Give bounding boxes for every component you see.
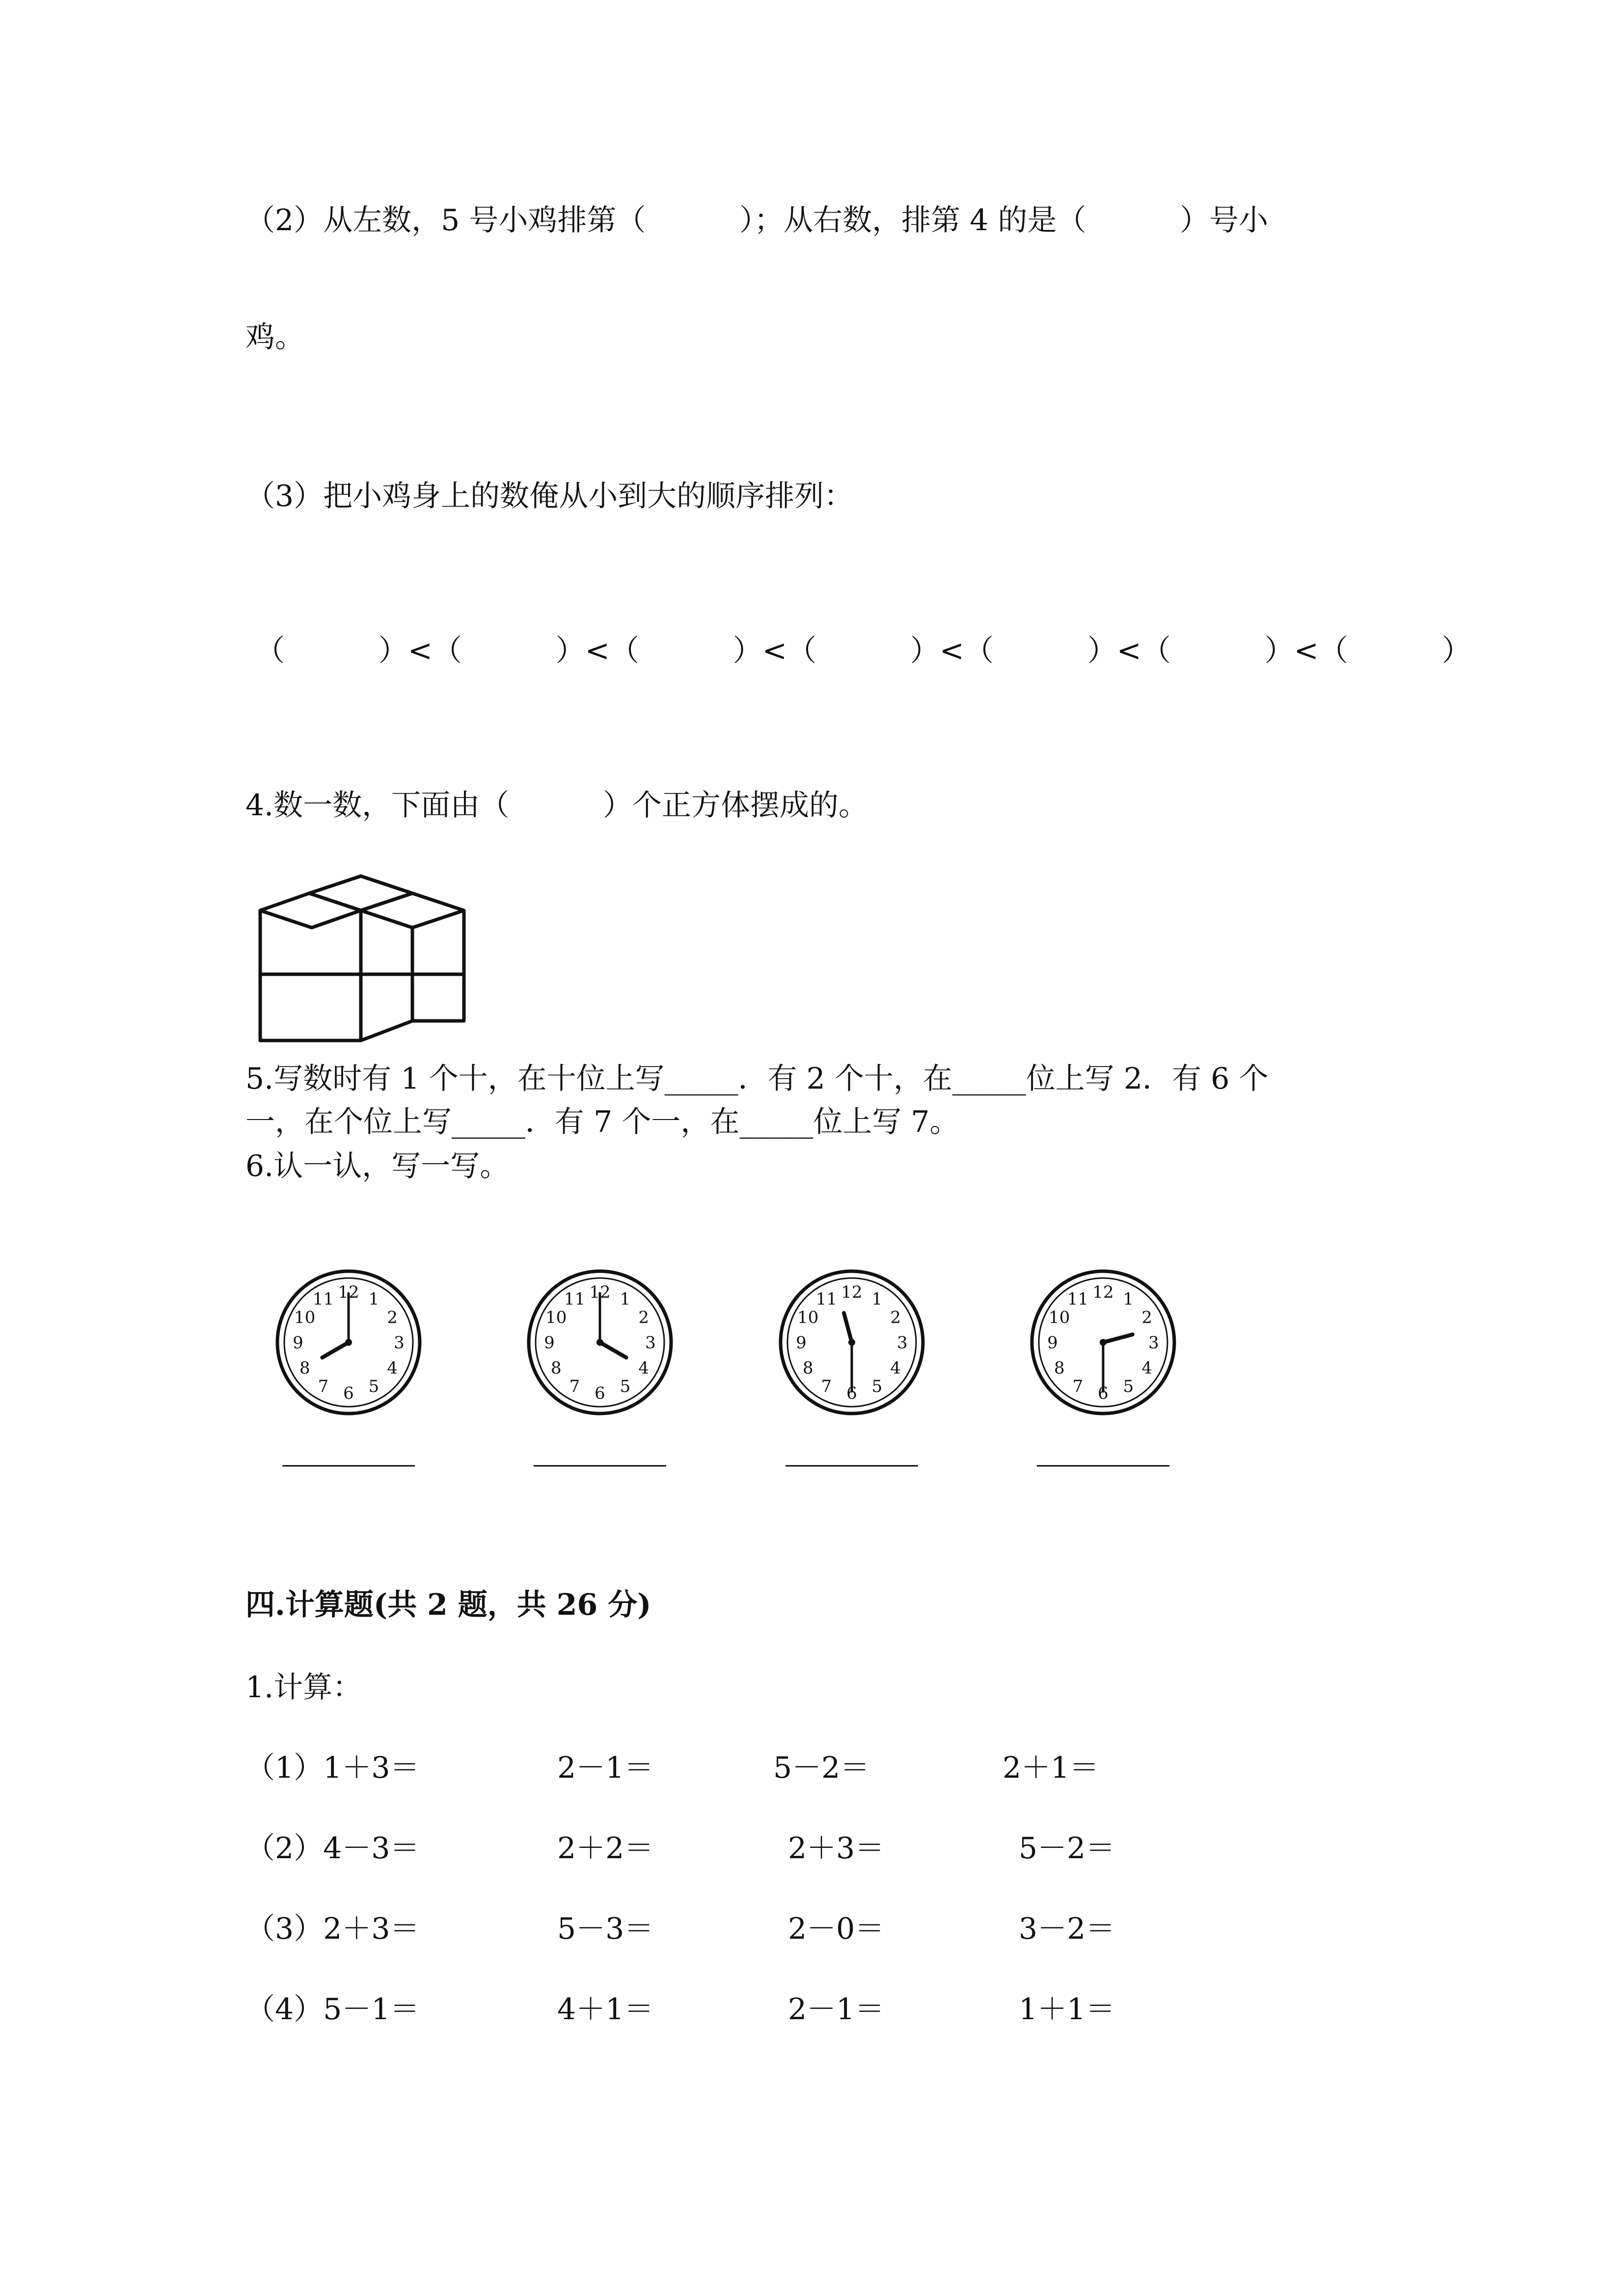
clock-number: 6 [846, 1384, 857, 1403]
calc-item: 2－0＝ [788, 1912, 885, 1946]
clock-number: 5 [1123, 1377, 1134, 1397]
q4-text: 4.数一数，下面由（ ）个正方体摆成的。 [245, 788, 868, 823]
clock-number: 1 [620, 1289, 631, 1309]
calc-item: 2＋3＝ [788, 1831, 885, 1866]
q3-part2-line1: （2）从左数，5 号小鸡排第（ ）；从右数，排第 4 的是（ ）号小 [245, 203, 1269, 238]
clock-number: 12 [589, 1282, 611, 1302]
clock-center-dot [1100, 1339, 1107, 1346]
calc-item: 5－2＝ [773, 1751, 870, 1785]
calc-item: 2＋1＝ [1002, 1751, 1099, 1785]
clock-number: 9 [1047, 1333, 1058, 1353]
calc-item: （1）1＋3＝ [245, 1751, 420, 1785]
clock-center-dot [848, 1339, 855, 1346]
clock-center-dot [596, 1339, 603, 1346]
clock-number: 11 [1067, 1289, 1089, 1309]
q3-part2-line2: 鸡。 [245, 320, 304, 354]
clock-number: 6 [1098, 1384, 1109, 1403]
calc-item: 2＋2＝ [557, 1831, 654, 1866]
q3-part3: （3）把小鸡身上的数俺从小到大的顺序排列： [245, 479, 854, 513]
clock-number: 9 [544, 1333, 555, 1353]
q1-label: 1.计算： [245, 1670, 362, 1705]
clock-number: 11 [312, 1289, 334, 1309]
clock-number: 8 [1054, 1358, 1065, 1378]
clock-number: 12 [338, 1282, 359, 1302]
clock-number: 10 [294, 1308, 316, 1328]
calc-item: 5－3＝ [557, 1912, 654, 1946]
clock-face [1025, 1264, 1182, 1421]
clock-number: 4 [638, 1358, 650, 1378]
q6-text: 6.认一认，写一写。 [245, 1149, 510, 1183]
calc-item: 5－2＝ [1019, 1831, 1115, 1866]
clock-number: 5 [620, 1377, 631, 1397]
clock-number: 7 [318, 1377, 329, 1397]
calc-item: 4＋1＝ [557, 1992, 654, 2027]
clock-number: 2 [638, 1308, 650, 1328]
clock-face [521, 1264, 678, 1421]
clock-number: 11 [815, 1289, 838, 1309]
q5-line2: 一，在个位上写_____．有 7 个一，在_____位上写 7。 [245, 1105, 959, 1139]
clock-number: 3 [897, 1333, 908, 1353]
section4-title: 四.计算题(共 2 题，共 26 分) [245, 1588, 651, 1622]
clock-number: 4 [1141, 1358, 1153, 1378]
calc-item: 1＋1＝ [1019, 1992, 1115, 2027]
clock-number: 6 [343, 1384, 354, 1403]
clock-number: 5 [871, 1377, 883, 1397]
clock-number: 2 [387, 1308, 398, 1328]
clock-number: 12 [1092, 1282, 1114, 1302]
clock-number: 6 [595, 1384, 605, 1403]
answer-blank-line[interactable] [534, 1465, 666, 1467]
clock-number: 1 [871, 1289, 883, 1309]
calc-item: 2－1＝ [788, 1992, 885, 2027]
clock-face [773, 1264, 930, 1421]
clock-face [270, 1264, 427, 1421]
calc-item: 3－2＝ [1019, 1912, 1115, 1946]
clock-number: 11 [564, 1289, 586, 1309]
clock-number: 8 [550, 1358, 562, 1378]
calc-item: （2）4－3＝ [245, 1831, 420, 1866]
clock-number: 4 [890, 1358, 901, 1378]
clock-number: 10 [545, 1308, 567, 1328]
q5-line1: 5.写数时有 1 个十，在十位上写_____．有 2 个十，在_____位上写 2．有 6 个 [245, 1062, 1269, 1096]
clock-number: 7 [569, 1377, 580, 1397]
answer-blank-line[interactable] [785, 1465, 918, 1467]
clock-number: 3 [1148, 1333, 1159, 1353]
clock-number: 4 [387, 1358, 398, 1378]
clock-center-dot [345, 1339, 352, 1346]
q3-order-row: （ ）<（ ）<（ ）<（ ）<（ ）<（ ）<（ ） [255, 634, 1471, 668]
clock-number: 9 [796, 1333, 807, 1353]
stacked-cubes-figure [255, 871, 471, 1053]
answer-blank-line[interactable] [282, 1465, 415, 1467]
clock-number: 3 [645, 1333, 656, 1353]
calc-item: 2－1＝ [557, 1751, 654, 1785]
clock-number: 8 [802, 1358, 813, 1378]
clock-number: 12 [841, 1282, 863, 1302]
clock-number: 7 [821, 1377, 832, 1397]
clock-number: 1 [1123, 1289, 1134, 1309]
calc-item: （4）5－1＝ [245, 1992, 420, 2027]
answer-blank-line[interactable] [1037, 1465, 1169, 1467]
clock-number: 2 [890, 1308, 901, 1328]
calc-item: （3）2＋3＝ [245, 1912, 420, 1946]
clock-number: 2 [1141, 1308, 1153, 1328]
clock-number: 3 [394, 1333, 405, 1353]
clock-number: 10 [1049, 1308, 1070, 1328]
clock-number: 8 [299, 1358, 310, 1378]
clock-number: 5 [368, 1377, 379, 1397]
clock-number: 10 [797, 1308, 819, 1328]
clock-number: 7 [1072, 1377, 1083, 1397]
clock-number: 9 [293, 1333, 303, 1353]
clock-number: 1 [368, 1289, 379, 1309]
